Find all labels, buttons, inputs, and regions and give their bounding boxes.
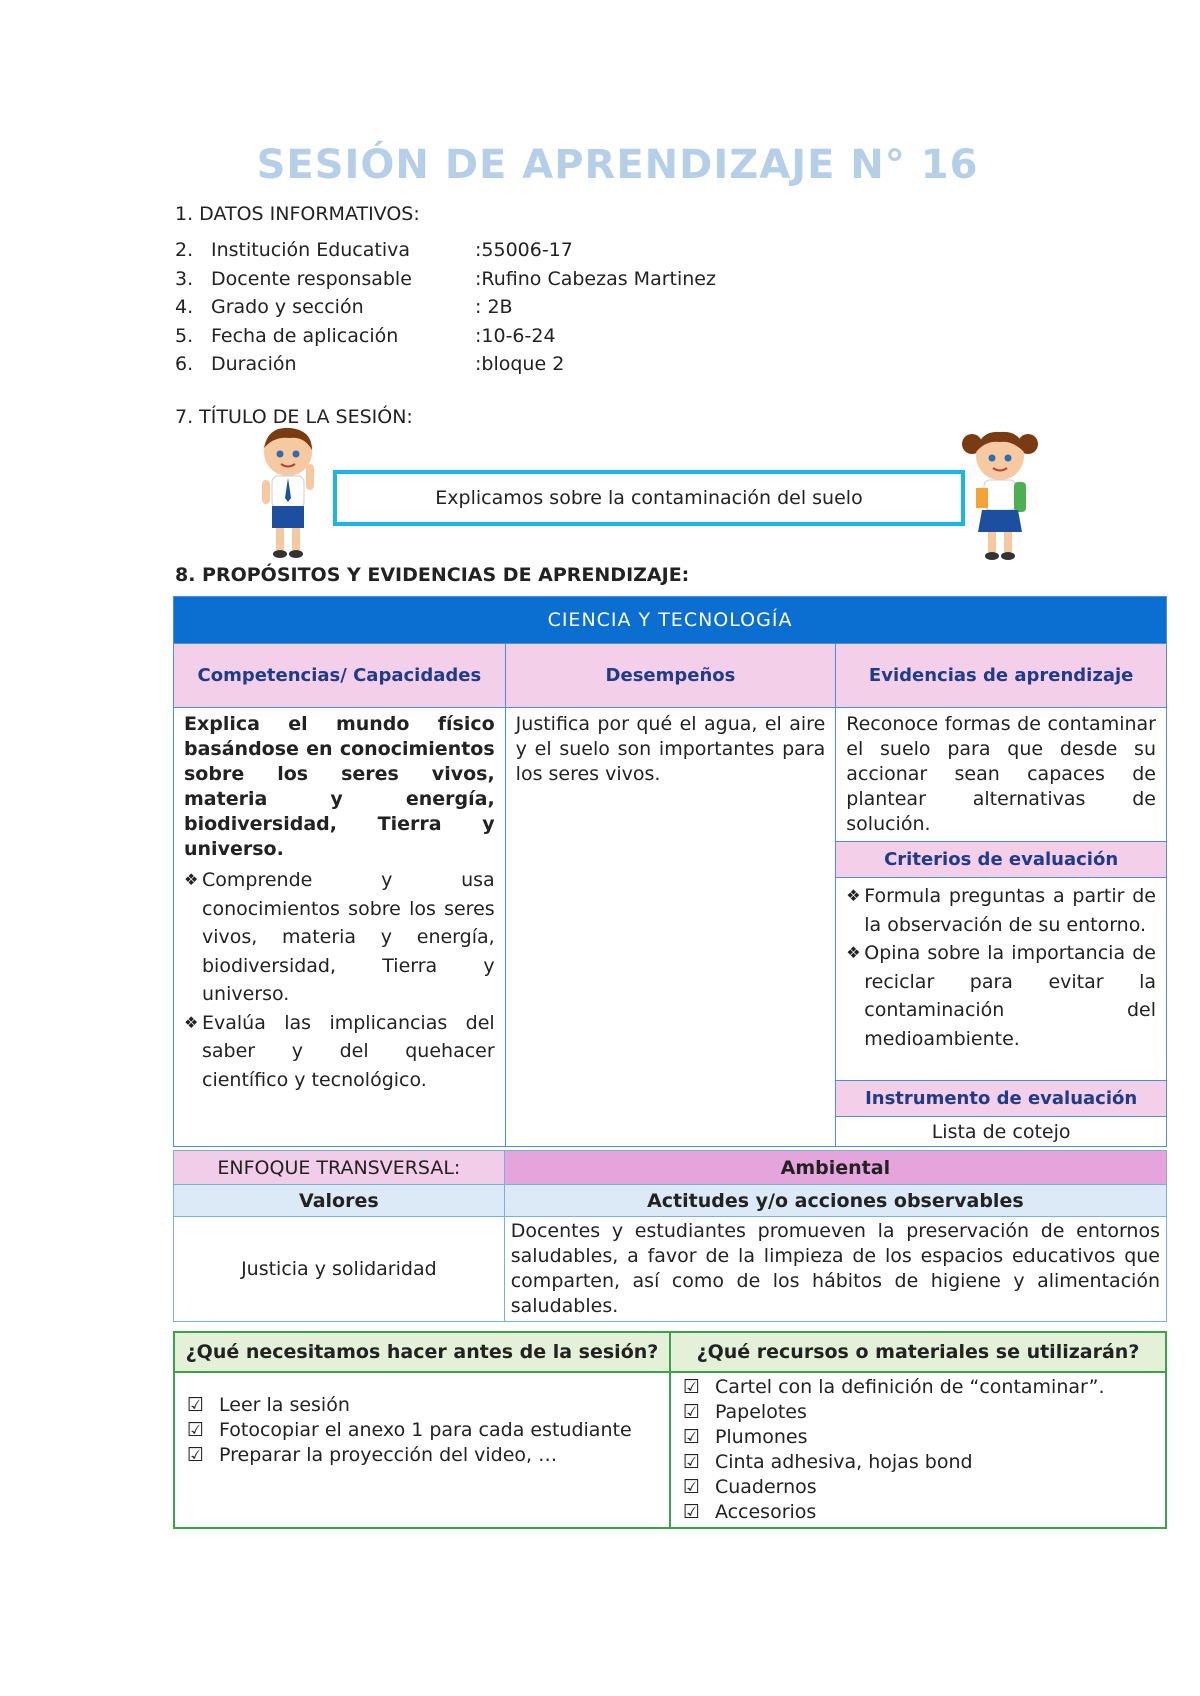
preparation-table xyxy=(173,1331,1167,1529)
info-num: 2. xyxy=(175,239,194,261)
session-title-box: Explicamos sobre la contaminación del suelo xyxy=(333,470,965,526)
actitud-item: Docentes y estudiantes promueven la preservación de entornos saludables, a favor de la limpieza de los espacios educativos que comparten, así como de los hábitos de higiene y alimentación saludables. xyxy=(504,1217,1166,1322)
section-propositos: 8. PROPÓSITOS Y EVIDENCIAS DE APRENDIZAJE: xyxy=(175,564,690,586)
info-num: 5. xyxy=(175,324,194,347)
criteria-cell xyxy=(836,878,1167,1081)
checkbox-icon: ☑ xyxy=(682,1401,700,1423)
competency-cell xyxy=(174,708,506,1147)
info-label: Institución Educativa xyxy=(211,239,411,261)
info-label: Duración xyxy=(211,353,297,375)
info-row xyxy=(175,350,716,379)
diamond-bullet-icon: ❖ xyxy=(184,870,199,889)
girl-illustration xyxy=(960,426,1040,566)
list-item-text: Plumones xyxy=(714,1426,808,1448)
enfoque-label: ENFOQUE TRANSVERSAL: xyxy=(174,1151,505,1185)
section-titulo-sesion: 7. TÍTULO DE LA SESIÓN: xyxy=(175,406,413,428)
info-label: Docente responsable xyxy=(211,267,412,290)
evidence-cell: Reconoce formas de contaminar el suelo para que desde su accionar sean capaces de plantear alternativas de solución. xyxy=(836,708,1167,842)
instrument-header: Instrumento de evaluación xyxy=(836,1081,1167,1117)
list-item xyxy=(187,1393,657,1418)
boy-illustration xyxy=(250,424,330,564)
checkbox-icon: ☑ xyxy=(682,1501,700,1523)
resources-list xyxy=(670,1372,1166,1528)
valores-header: Valores xyxy=(174,1185,505,1217)
list-item xyxy=(187,1418,657,1443)
list-item-text: Cuadernos xyxy=(714,1476,817,1498)
purposes-table xyxy=(173,596,1167,1147)
before-session-header: ¿Qué necesitamos hacer antes de la sesión? xyxy=(174,1332,670,1372)
checkbox-icon: ☑ xyxy=(682,1451,700,1473)
checkbox-icon: ☑ xyxy=(187,1419,205,1441)
list-item-text: Leer la sesión xyxy=(219,1394,350,1416)
resources-header: ¿Qué recursos o materiales se utilizarán? xyxy=(670,1332,1166,1372)
info-value: : 2B xyxy=(475,296,513,318)
info-label: Fecha de aplicación xyxy=(211,324,399,347)
list-item xyxy=(187,1443,657,1468)
info-num: 6. xyxy=(175,353,194,375)
info-value: :55006-17 xyxy=(475,239,573,261)
info-row xyxy=(175,236,716,265)
capacity-text: Evalúa las implicancias del saber y del quehacer científico y tecnológico. xyxy=(202,1011,495,1091)
info-value: :bloque 2 xyxy=(475,353,565,375)
checkbox-icon: ☑ xyxy=(682,1376,700,1398)
info-list xyxy=(175,236,716,379)
list-item-text: Cinta adhesiva, hojas bond xyxy=(714,1451,973,1473)
performance-cell: Justifica por qué el agua, el aire y el suelo son importantes para los seres vivos. xyxy=(505,708,836,1147)
instrument-value: Lista de cotejo xyxy=(836,1117,1167,1147)
info-row xyxy=(175,265,716,294)
checkbox-icon: ☑ xyxy=(187,1444,205,1466)
criteria-text: Formula preguntas a partir de la observación de su entorno. xyxy=(864,885,1156,936)
valor-item: Justicia y solidaridad xyxy=(174,1217,505,1322)
list-item-text: Cartel con la definición de “contaminar”. xyxy=(714,1376,1105,1398)
col-header-desempenos: Desempeños xyxy=(505,644,836,708)
info-label: Grado y sección xyxy=(211,296,364,318)
list-item-text: Preparar la proyección del video, … xyxy=(219,1444,558,1466)
info-num: 4. xyxy=(175,296,194,318)
enfoque-value: Ambiental xyxy=(504,1151,1166,1185)
info-row xyxy=(175,322,716,351)
info-value: :Rufino Cabezas Martinez xyxy=(475,267,716,290)
list-item-text: Fotocopiar el anexo 1 para cada estudiante xyxy=(219,1419,632,1441)
actitudes-header: Actitudes y/o acciones observables xyxy=(504,1185,1166,1217)
diamond-bullet-icon: ❖ xyxy=(184,1012,199,1032)
criteria-header: Criterios de evaluación xyxy=(836,842,1167,878)
list-item-text: Accesorios xyxy=(714,1501,817,1523)
list-item xyxy=(683,1475,1153,1500)
criteria-text: Opina sobre la importancia de reciclar para evitar la contaminación del medioambiente. xyxy=(864,942,1156,1050)
competency-text: Explica el mundo físico basándose en conocimientos sobre los seres vivos, materia y energía, biodiversidad, Tierra y universo. xyxy=(184,713,495,860)
capacity-item xyxy=(184,1009,495,1095)
info-num: 3. xyxy=(175,267,194,290)
list-item xyxy=(683,1500,1153,1525)
diamond-bullet-icon: ❖ xyxy=(846,886,861,905)
col-header-competencias: Competencias/ Capacidades xyxy=(174,644,506,708)
page-title: SESIÓN DE APRENDIZAJE N° 16 xyxy=(256,142,979,188)
info-value: :10-6-24 xyxy=(475,324,556,347)
before-session-list xyxy=(174,1372,670,1528)
col-header-evidencias: Evidencias de aprendizaje xyxy=(836,644,1167,708)
diamond-bullet-icon: ❖ xyxy=(846,943,861,962)
checkbox-icon: ☑ xyxy=(682,1476,700,1498)
area-banner: CIENCIA Y TECNOLOGÍA xyxy=(174,597,1167,644)
checkbox-icon: ☑ xyxy=(187,1394,205,1416)
list-item-text: Papelotes xyxy=(714,1401,807,1423)
criteria-item xyxy=(846,882,1156,939)
criteria-item xyxy=(846,939,1156,1053)
capacity-text: Comprende y usa conocimientos sobre los seres vivos, materia y energía, biodiversidad, Tierra y universo. xyxy=(202,869,495,1005)
list-item xyxy=(683,1375,1153,1400)
capacity-item xyxy=(184,866,495,1009)
section-datos-informativos: 1. DATOS INFORMATIVOS: xyxy=(175,203,420,225)
info-row xyxy=(175,293,716,322)
checkbox-icon: ☑ xyxy=(682,1426,700,1448)
list-item xyxy=(683,1425,1153,1450)
list-item xyxy=(683,1450,1153,1475)
transversal-table xyxy=(173,1150,1167,1322)
list-item xyxy=(683,1400,1153,1425)
